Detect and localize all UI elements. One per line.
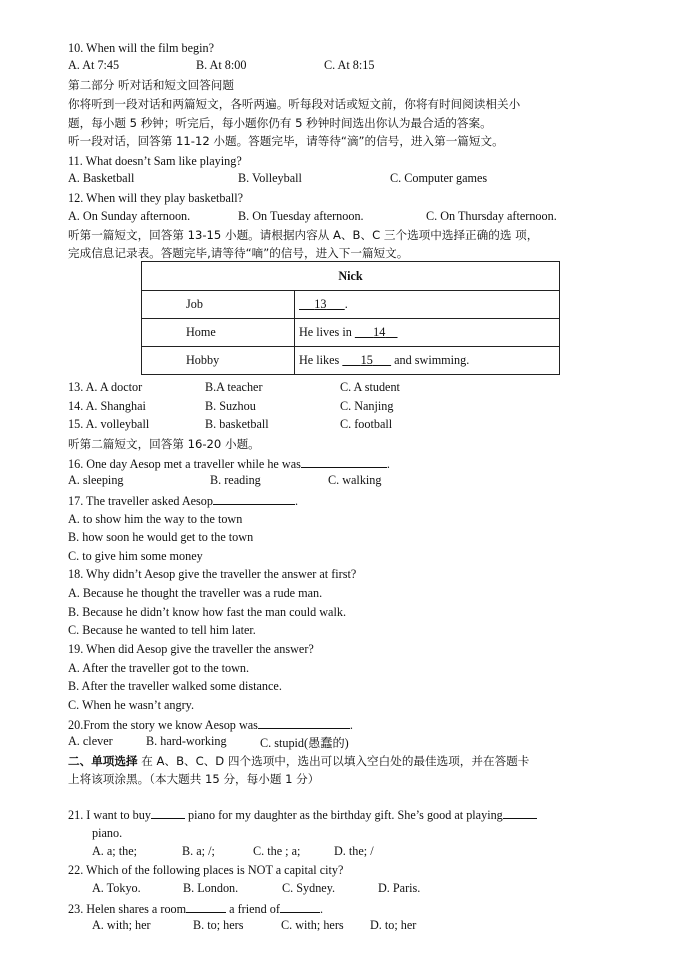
info-record-table xyxy=(141,261,560,375)
q16-stem: 16. One day Aesop met a traveller while he was . xyxy=(68,457,390,471)
q10-option-c: C. At 8:15 xyxy=(324,58,375,72)
part2-instruction-line1: 你将听到一段对话和两篇短文，各听两遍。听每段对话或短文前，你将有时间阅读相关小 xyxy=(68,97,521,111)
q19-option-c: C. When he wasn’t angry. xyxy=(68,698,195,712)
q20-option-c: C. stupid(愚蠢的) xyxy=(260,736,349,750)
q18-stem: 18. Why didn’t Aesop give the traveller the answer at first? xyxy=(68,567,357,581)
table-row-job xyxy=(142,291,560,319)
q16-option-b: B. reading xyxy=(210,473,261,487)
q13-option-a: 13. A. A doctor xyxy=(68,380,143,394)
q15-option-c: C. football xyxy=(340,417,393,431)
q17-stem: 17. The traveller asked Aesop . xyxy=(68,494,299,508)
q21-stem: 21. I want to buy piano for my daughter as the birthday gift. She’s good at playing xyxy=(68,806,537,823)
q14-option-a: 14. A. Shanghai xyxy=(68,399,146,413)
table-row-value: He lives in 14 xyxy=(295,319,560,347)
answer-blank xyxy=(503,806,537,819)
passage1-instruction-line2: 完成信息记录表。答题完毕,请等待“嘀”的信号，进入下一篇短文。 xyxy=(68,246,409,260)
passage2-instruction: 听第二篇短文，回答第 16-20 小题。 xyxy=(68,437,260,451)
q12-option-c: C. On Thursday afternoon. xyxy=(426,209,557,223)
table-row-label: Hobby xyxy=(142,347,295,375)
dialog-instruction: 听一段对话，回答第 11-12 小题。答题完毕，请等待“滴”的信号，进入第一篇短文。 xyxy=(68,134,504,148)
q22-option-b: B. London. xyxy=(183,881,239,895)
q21-option-a: A. a; the; xyxy=(92,844,138,858)
q20-option-b: B. hard-working xyxy=(146,734,227,748)
q17-option-a: A. to show him the way to the town xyxy=(68,512,243,526)
q23-option-a: A. with; her xyxy=(92,918,151,932)
q13-option-c: C. A student xyxy=(340,380,400,394)
q22-option-a: A. Tokyo. xyxy=(92,881,141,895)
section2-title: 二、单项选择 xyxy=(68,754,138,768)
q21-option-c: C. the ; a; xyxy=(253,844,301,858)
q17-option-c: C. to give him some money xyxy=(68,549,203,563)
q12-option-a: A. On Sunday afternoon. xyxy=(68,209,191,223)
q14-option-c: C. Nanjing xyxy=(340,399,394,413)
q20-option-a: A. clever xyxy=(68,734,113,748)
q10-stem: 10. When will the film begin? xyxy=(68,41,214,55)
q12-option-b: B. On Tuesday afternoon. xyxy=(238,209,364,223)
q21-option-d: D. the; / xyxy=(334,844,374,858)
table-row-hobby xyxy=(142,347,560,375)
table-row-home xyxy=(142,319,560,347)
answer-blank xyxy=(280,900,320,913)
part2-title: 第二部分 听对话和短文回答问题 xyxy=(68,78,234,92)
answer-blank xyxy=(301,455,387,468)
q10-option-a: A. At 7:45 xyxy=(68,58,120,72)
q15-option-a: 15. A. volleyball xyxy=(68,417,150,431)
answer-blank xyxy=(151,806,185,819)
table-row-value: 13 . xyxy=(295,291,560,319)
q12-stem: 12. When will they play basketball? xyxy=(68,191,244,205)
q18-option-b: B. Because he didn’t know how fast the man could walk. xyxy=(68,605,346,619)
table-row-label: Job xyxy=(142,291,295,319)
q23-option-b: B. to; hers xyxy=(193,918,244,932)
q17-option-b: B. how soon he would get to the town xyxy=(68,530,254,544)
q23-option-c: C. with; hers xyxy=(281,918,344,932)
q18-option-a: A. Because he thought the traveller was a rude man. xyxy=(68,586,323,600)
q19-stem: 19. When did Aesop give the traveller the answer? xyxy=(68,642,314,656)
q16-option-c: C. walking xyxy=(328,473,382,487)
q19-option-b: B. After the traveller walked some distance. xyxy=(68,679,282,693)
q11-option-c: C. Computer games xyxy=(390,171,488,185)
table-row-value: He likes 15 and swimming. xyxy=(295,347,560,375)
blank-14: 14 xyxy=(373,325,386,339)
q18-option-c: C. Because he wanted to tell him later. xyxy=(68,623,256,637)
q14-option-b: B. Suzhou xyxy=(205,399,256,413)
q23-option-d: D. to; her xyxy=(370,918,417,932)
q23-stem: 23. Helen shares a room a friend of . xyxy=(68,902,323,916)
q11-option-b: B. Volleyball xyxy=(238,171,302,185)
answer-blank xyxy=(186,900,226,913)
q16-option-a: A. sleeping xyxy=(68,473,124,487)
table-header-nick: Nick xyxy=(142,262,560,291)
answer-blank xyxy=(213,492,295,505)
q11-stem: 11. What doesn’t Sam like playing? xyxy=(68,154,242,168)
passage1-instruction-line1: 听第一篇短文，回答第 13-15 小题。请根据内容从 A、B、C 三个选项中选择正确的选 项， xyxy=(68,228,539,242)
blank-15: 15 xyxy=(360,353,373,367)
q21-option-b: B. a; /; xyxy=(182,844,215,858)
q15-option-b: B. basketball xyxy=(205,417,269,431)
q10-option-b: B. At 8:00 xyxy=(196,58,247,72)
blank-13: 13 xyxy=(314,297,327,311)
q11-option-a: A. Basketball xyxy=(68,171,135,185)
table-row-label: Home xyxy=(142,319,295,347)
q13-option-b: B.A teacher xyxy=(205,380,263,394)
q22-option-d: D. Paris. xyxy=(378,881,421,895)
q19-option-a: A. After the traveller got to the town. xyxy=(68,661,250,675)
part2-instruction-line2: 题，每小题 5 秒钟；听完后，每小题你仍有 5 秒钟时间选出你认为最合适的答案。 xyxy=(68,116,492,130)
q22-stem: 22. Which of the following places is NOT a capital city? xyxy=(68,863,344,877)
q21-stem-continued: piano. xyxy=(92,826,123,840)
section2-instruction-line1: 二、单项选择 在 A、B、C、D 四个选项中，选出可以填入空白处的最佳选项，并在答题卡 xyxy=(68,754,530,768)
section2-instruction-line2: 上将该项涂黑。（本大题共 15 分，每小题 1 分） xyxy=(68,772,320,786)
q22-option-c: C. Sydney. xyxy=(282,881,336,895)
answer-blank xyxy=(258,716,350,729)
q20-stem: 20.From the story we know Aesop was . xyxy=(68,718,353,732)
